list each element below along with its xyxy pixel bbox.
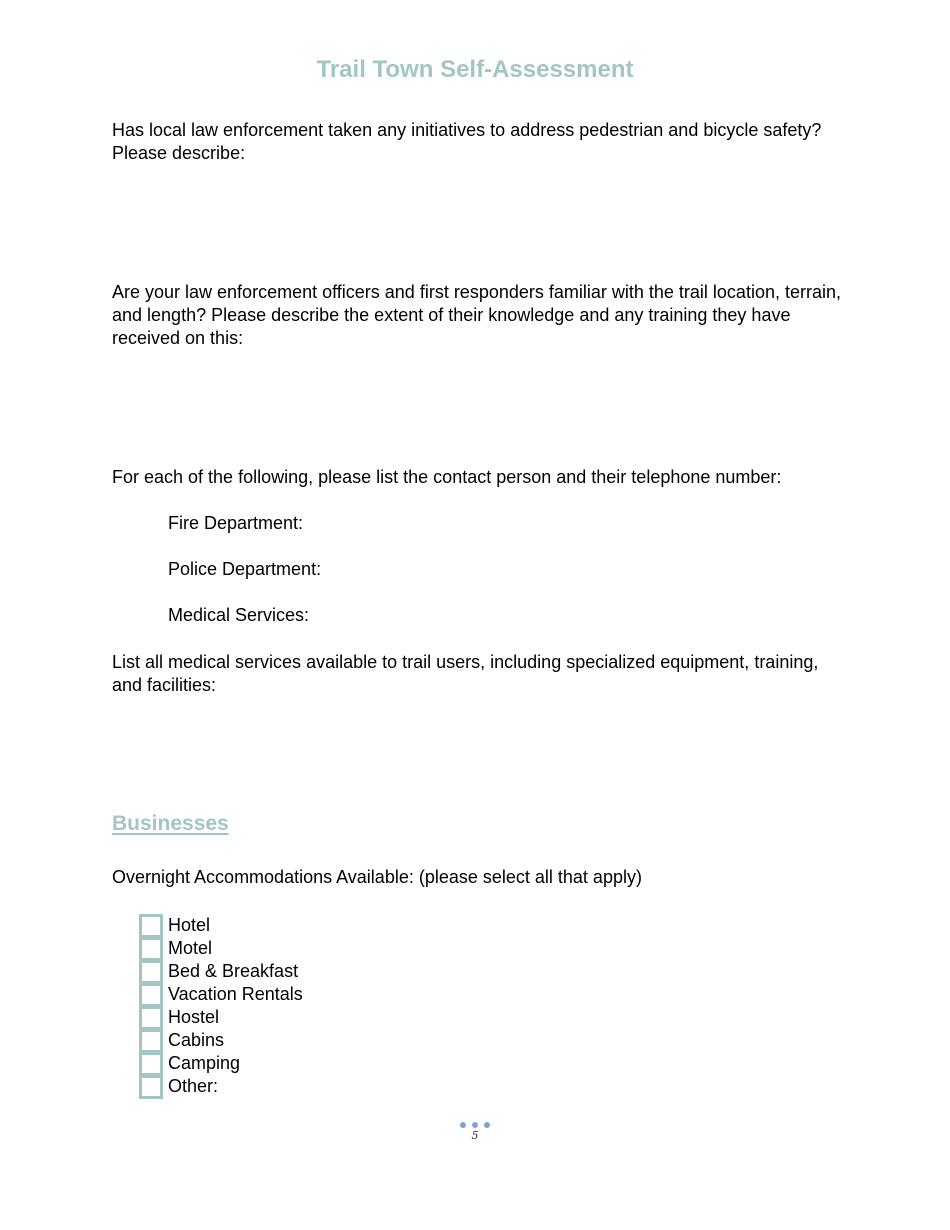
checkbox-camping[interactable] — [139, 1052, 163, 1076]
dot-icon — [484, 1122, 490, 1128]
question-officers-familiarity: Are your law enforcement officers and first responders familiar with the trail location, terrain, and length? Please describe the extent of their knowledge and any training they have received on this: — [112, 282, 841, 348]
checkbox-other[interactable] — [139, 1075, 163, 1099]
question-contacts-intro: For each of the following, please list the contact person and their telephone number: — [112, 467, 782, 487]
page-footer — [0, 1122, 950, 1142]
checkbox-row-vacation-rentals[interactable] — [139, 983, 303, 1006]
checkbox-motel[interactable] — [139, 937, 163, 961]
checkbox-row-camping[interactable] — [139, 1052, 303, 1075]
accommodations-prompt: Overnight Accommodations Available: (please select all that apply) — [112, 867, 642, 887]
page-number: 5 — [471, 1129, 479, 1142]
contact-police-department: Police Department: — [168, 559, 322, 579]
checkbox-row-bed-and-breakfast[interactable] — [139, 960, 303, 983]
dot-icon — [472, 1122, 478, 1128]
contact-fire-department: Fire Department: — [168, 513, 304, 533]
dot-icon — [460, 1122, 466, 1128]
accommodations-checklist — [139, 914, 303, 1098]
checkbox-hostel[interactable] — [139, 1006, 163, 1030]
checkbox-hotel[interactable] — [139, 914, 163, 938]
contact-medical-services: Medical Services: — [168, 605, 310, 625]
question-law-enforcement-initiatives: Has local law enforcement taken any initiatives to address pedestrian and bicycle safety? Please describe: — [112, 120, 822, 163]
checkbox-label: Bed & Breakfast — [168, 961, 299, 981]
section-heading-businesses: Businesses — [112, 812, 229, 835]
checkbox-label: Vacation Rentals — [168, 984, 303, 1004]
page-title: Trail Town Self-Assessment — [316, 56, 634, 83]
checkbox-row-cabins[interactable] — [139, 1029, 303, 1052]
checkbox-label: Motel — [168, 938, 213, 958]
checkbox-cabins[interactable] — [139, 1029, 163, 1053]
checkbox-label: Hostel — [168, 1007, 220, 1027]
checkbox-row-motel[interactable] — [139, 937, 303, 960]
question-medical-services-list: List all medical services available to trail users, including specialized equipment, training, and facilities: — [112, 652, 819, 695]
checkbox-row-hotel[interactable] — [139, 914, 303, 937]
checkbox-vacation-rentals[interactable] — [139, 983, 163, 1007]
checkbox-label: Camping — [168, 1053, 241, 1073]
checkbox-row-other[interactable] — [139, 1075, 303, 1098]
checkbox-row-hostel[interactable] — [139, 1006, 303, 1029]
checkbox-label: Hotel — [168, 915, 211, 935]
checkbox-label: Cabins — [168, 1030, 225, 1050]
checkbox-bed-and-breakfast[interactable] — [139, 960, 163, 984]
checkbox-label: Other: — [168, 1076, 219, 1096]
footer-dots-ornament — [0, 1122, 950, 1128]
